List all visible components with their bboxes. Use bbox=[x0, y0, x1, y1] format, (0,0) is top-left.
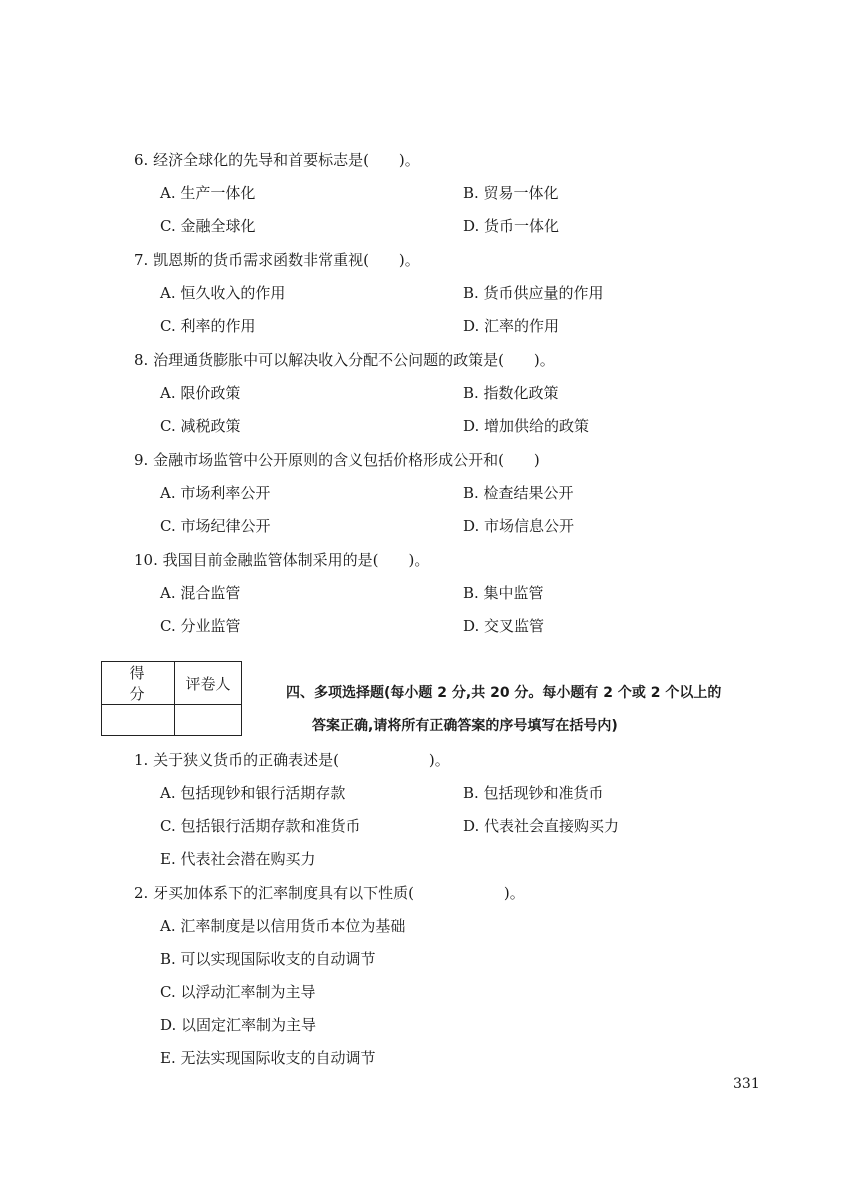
score-label: 得 分 bbox=[102, 662, 175, 705]
question-9-stem: 9. 金融市场监管中公开原则的含义包括价格形成公开和( ) bbox=[134, 451, 540, 469]
question-9-option-c: C. 市场纪律公开 bbox=[160, 517, 271, 535]
score-cell bbox=[102, 705, 175, 736]
multi-question-1-option-d: D. 代表社会直接购买力 bbox=[463, 817, 620, 835]
section-4-title-line1: 四、多项选择题(每小题 2 分,共 20 分。每小题有 2 个或 2 个以上的 bbox=[286, 685, 722, 701]
multi-question-2-stem: 2. 牙买加体系下的汇率制度具有以下性质( )。 bbox=[134, 884, 525, 902]
question-8-option-c: C. 减税政策 bbox=[160, 417, 241, 435]
question-9-option-d: D. 市场信息公开 bbox=[463, 517, 575, 535]
question-10-stem: 10. 我国目前金融监管体制采用的是( )。 bbox=[134, 551, 430, 569]
question-6-option-b: B. 贸易一体化 bbox=[463, 184, 559, 202]
multi-question-2-option-a: A. 汇率制度是以信用货币本位为基础 bbox=[160, 917, 406, 935]
question-8-option-a: A. 限价政策 bbox=[160, 384, 241, 402]
question-7-option-c: C. 利率的作用 bbox=[160, 317, 256, 335]
multi-question-1-stem: 1. 关于狭义货币的正确表述是( )。 bbox=[134, 751, 450, 769]
question-6-option-a: A. 生产一体化 bbox=[160, 184, 256, 202]
grader-cell bbox=[175, 705, 242, 736]
question-9-option-a: A. 市场利率公开 bbox=[160, 484, 271, 502]
question-6-option-c: C. 金融全球化 bbox=[160, 217, 256, 235]
question-6-stem: 6. 经济全球化的先导和首要标志是( )。 bbox=[134, 151, 420, 169]
question-8-option-d: D. 增加供给的政策 bbox=[463, 417, 590, 435]
multi-question-1-option-e: E. 代表社会潜在购买力 bbox=[160, 850, 316, 868]
question-7-option-d: D. 汇率的作用 bbox=[463, 317, 560, 335]
page-number: 331 bbox=[733, 1076, 760, 1092]
question-9-option-b: B. 检查结果公开 bbox=[463, 484, 574, 502]
multi-question-2-option-c: C. 以浮动汇率制为主导 bbox=[160, 983, 316, 1001]
section-4-title-line2: 答案正确,请将所有正确答案的序号填写在括号内) bbox=[312, 718, 618, 734]
multi-question-1-option-c: C. 包括银行活期存款和准货币 bbox=[160, 817, 361, 835]
multi-question-2-option-d: D. 以固定汇率制为主导 bbox=[160, 1016, 317, 1034]
multi-question-2-option-b: B. 可以实现国际收支的自动调节 bbox=[160, 950, 376, 968]
question-7-option-a: A. 恒久收入的作用 bbox=[160, 284, 286, 302]
question-8-option-b: B. 指数化政策 bbox=[463, 384, 559, 402]
grader-label: 评卷人 bbox=[175, 662, 242, 705]
question-7-option-b: B. 货币供应量的作用 bbox=[463, 284, 604, 302]
question-10-option-a: A. 混合监管 bbox=[160, 584, 241, 602]
score-box bbox=[101, 661, 242, 736]
question-10-option-b: B. 集中监管 bbox=[463, 584, 544, 602]
question-7-stem: 7. 凯恩斯的货币需求函数非常重视( )。 bbox=[134, 251, 420, 269]
question-10-option-d: D. 交叉监管 bbox=[463, 617, 545, 635]
question-8-stem: 8. 治理通货膨胀中可以解决收入分配不公问题的政策是( )。 bbox=[134, 351, 555, 369]
multi-question-2-option-e: E. 无法实现国际收支的自动调节 bbox=[160, 1049, 376, 1067]
multi-question-1-option-b: B. 包括现钞和准货币 bbox=[463, 784, 604, 802]
question-6-option-d: D. 货币一体化 bbox=[463, 217, 560, 235]
question-10-option-c: C. 分业监管 bbox=[160, 617, 241, 635]
multi-question-1-option-a: A. 包括现钞和银行活期存款 bbox=[160, 784, 346, 802]
